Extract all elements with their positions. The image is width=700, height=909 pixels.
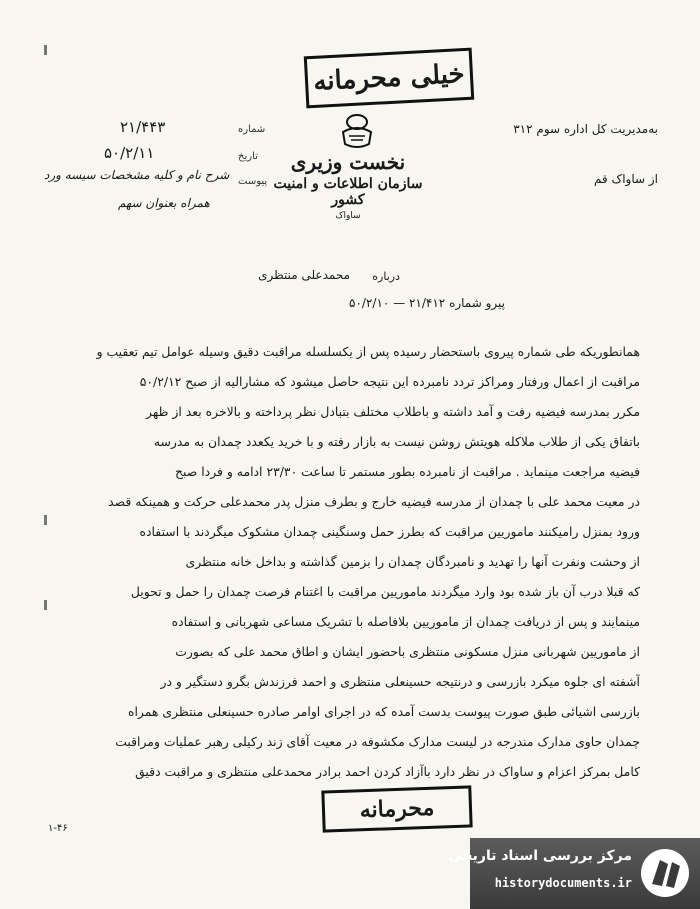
body-line-9: که قبلا درب آن باز شده بود وارد میگردند ماموریین مراقبت با اغتنام فرصت چمدان را حمل و تحویل [130, 584, 640, 599]
archive-logo-icon [638, 846, 692, 900]
subject-value: محمدعلی منتظری [258, 268, 350, 282]
binder-mark [44, 600, 47, 610]
sender-line: از ساواک قم [593, 172, 658, 186]
letter-body [60, 337, 640, 787]
classification-stamp-top: خیلی محرمانه [304, 48, 474, 109]
body-line-3: مکرر بمدرسه فیضیه رفت و آمد داشته و باطلاب مختلف بتبادل نظر پرداخته و بالاخره بعد از ظهر [146, 404, 640, 419]
org-line-abbrev: ساواک [335, 211, 361, 221]
classification-stamp-bottom: محرمانه [321, 785, 472, 832]
body-line-7: ورود بمنزل رامیکنند ماموریین مراقبت که بطرز حمل وسنگینی چمدان مشکوک میگردند با استفاده [139, 524, 640, 539]
recipient-line: به‌مدیریت کل اداره سوم ۳۱۲ [513, 122, 658, 136]
body-line-15: کامل بمرکز اعزام و ساواک در نظر دارد باآزاد کردن احمد برادر محمدعلی منتظری و مراقبت دقیق [135, 764, 640, 779]
body-line-6: در معیت محمد علی با چمدان از مدرسه فیضیه خارج و بطرف منزل پدر محمدعلی حرکت و همینکه قصد [108, 494, 640, 509]
body-line-10: مینمایند و پس از دریافت چمدان از ماموریین بلافاصله با تشریک مساعی شهربانی و استفاده [171, 614, 640, 629]
body-line-12: آشفته ای جلوه میکرد بازرسی و درنتیجه حسینعلی منتظری و احمد فرزندش بگرو دستگیر و در [160, 674, 640, 689]
body-line-14: چمدان حاوی مدارک مندرجه در لیست مدارک مکشوفه در معیت آقای زند رکیلی رهبر عملیات ومراقبت [115, 734, 640, 749]
body-line-2: مراقبت از اعمال ورفتار ومراکز تردد نامبرده این نتیجه حاصل میشود که مشارالیه از صبح ۵۰/۲/۱۲ [139, 374, 640, 389]
binder-mark [44, 515, 47, 525]
organization-header [268, 150, 428, 221]
lion-and-sun-emblem-icon [335, 112, 379, 152]
number-value: ۲۱/۴۴۳ [120, 118, 166, 136]
body-line-8: از وحشت ونفرت آنها را تهدید و نامبردگان چمدان را بزمین گذاشته و بداخل خانه منتظری [185, 554, 640, 569]
page-code: ۱-۴۶ [48, 823, 68, 834]
handwritten-note-1: شرح نام و کلیه مشخصات سیسه ورد [44, 168, 230, 182]
brand-name: مرکز بررسی اسناد تاریخی [448, 848, 632, 864]
date-value: ۵۰/۲/۱۱ [104, 144, 155, 162]
date-label: تاریخ [238, 151, 258, 162]
number-label: شماره [238, 124, 266, 135]
body-line-4: باتفاق یکی از طلاب ملاکله هویتش روشن نیست به بازار رفته و با خرید یکعدد چمدان به مدرسه [153, 434, 640, 449]
brand-url: historydocuments.ir [494, 876, 632, 890]
reference-line: پیرو شماره ۲۱/۴۱۲ — ۵۰/۲/۱۰ [349, 296, 505, 310]
body-line-13: بازرسی اشیائی طبق صورت پیوست بدست آمده که در اجرای اوامر صادره حسینعلی منتظری همراه [127, 704, 640, 719]
org-line-prime-ministry: نخست وزیری [290, 150, 406, 174]
body-line-11: از ماموریین شهربانی منزل مسکونی منتظری باحضور ایشان و اطاق محمد علی که بصورت [175, 644, 640, 659]
subject-label: درباره [372, 270, 400, 283]
watermark-banner [448, 838, 700, 909]
binder-mark [44, 45, 47, 55]
attachment-label: پیوست [238, 176, 268, 187]
org-line-savak: سازمان اطلاعات و امنیت کشور [273, 176, 423, 208]
body-line-5: فیضیه مراجعت مینماید . مراقبت از نامبرده بطور مستمر تا ساعت ۲۳/۳۰ ادامه و فردا صبح [175, 464, 640, 479]
body-line-1: همانطوریکه طی شماره پیروی باستحضار رسیده پس از یکسلسله مراقبت دقیق وسیله عوامل تیم تعقیب و [96, 344, 640, 359]
handwritten-note-2: همراه بعنوان سهم [118, 196, 210, 210]
